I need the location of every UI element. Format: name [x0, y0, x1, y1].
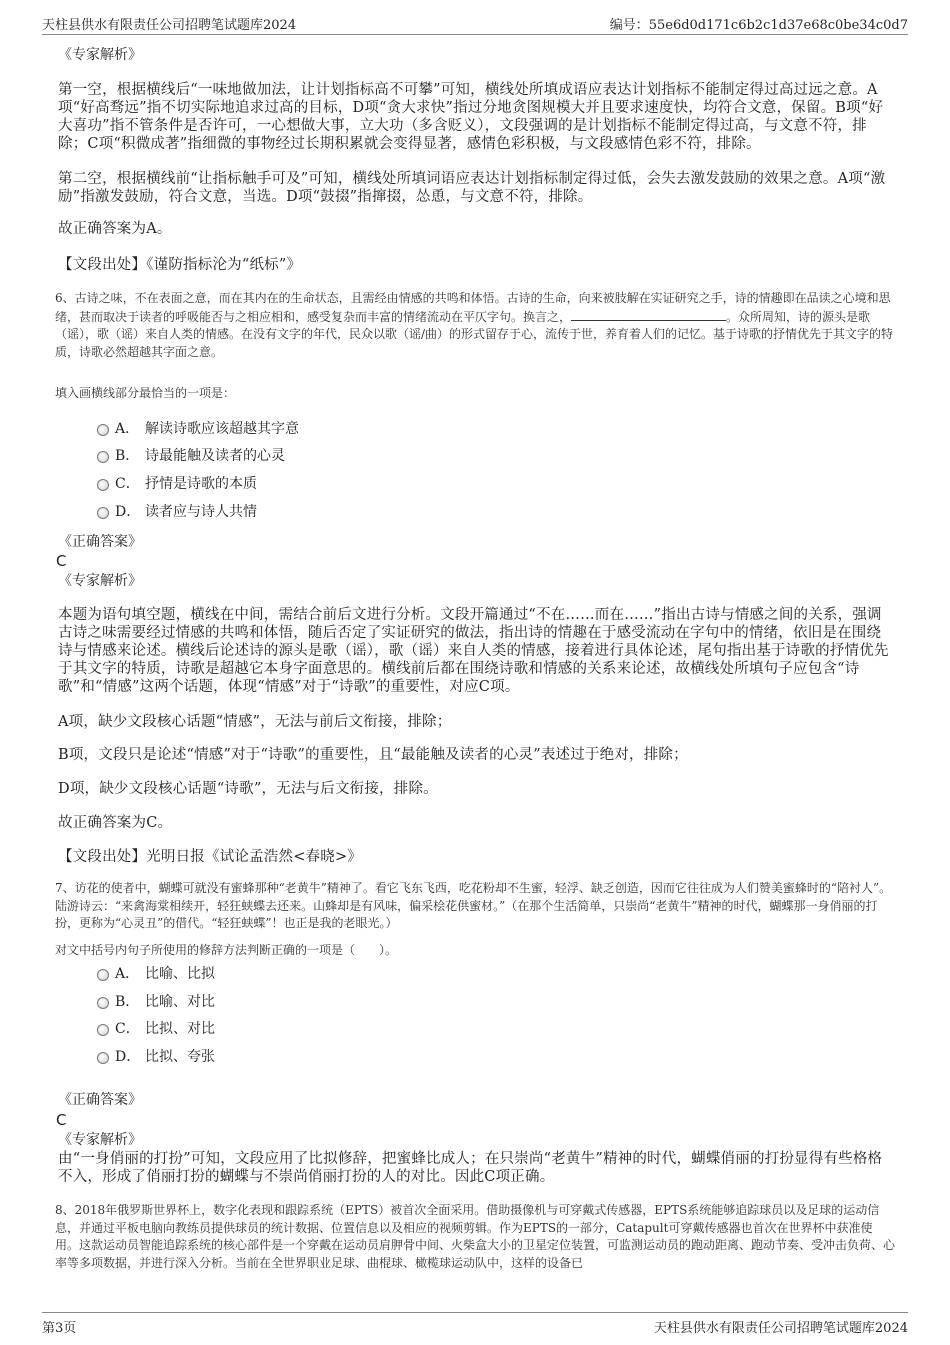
q7-option-b[interactable]: B． 比喻、对比: [97, 993, 215, 1011]
q7-analysis-label: 《专家解析》: [58, 1132, 142, 1148]
q6-option-c[interactable]: C． 抒情是诗歌的本质: [97, 475, 257, 493]
q6-answer: C: [56, 552, 67, 570]
q7-option-a[interactable]: A． 比喻、比拟: [97, 965, 215, 983]
q6-stem: [55, 290, 895, 361]
q5-conclusion: 故正确答案为A。: [58, 221, 172, 237]
radio-icon[interactable]: [97, 1052, 109, 1064]
footer-title: 天柱县供水有限责任公司招聘笔试题库2024: [653, 1321, 908, 1336]
q6-option-b[interactable]: B． 诗最能触及读者的心灵: [97, 447, 285, 465]
page-header: [42, 12, 908, 35]
q6-analysis-d: D项，缺少文段核心话题“诗歌”，无法与后文衔接，排除。: [58, 781, 438, 797]
page-footer: [42, 1312, 908, 1335]
radio-icon[interactable]: [97, 969, 109, 981]
radio-icon[interactable]: [97, 1024, 109, 1036]
q6-analysis-a: A项，缺少文段核心话题“情感”，无法与前后文衔接，排除；: [58, 714, 452, 730]
q7-analysis: 由“一身俏丽的打扮”可知，文段应用了比拟修辞，把蜜蜂比成人；在只崇尚“老黄牛”精神的时代，蝴蝶俏丽的打扮显得有些格格不入，形成了俏丽打扮的蝴蝶与不崇尚俏丽打扮的人的对比。因此C项正确。: [58, 1151, 883, 1185]
q6-conclusion: 故正确答案为C。: [58, 815, 173, 831]
q6-option-d[interactable]: D． 读者应与诗人共情: [97, 503, 257, 521]
q5-source: 【文段出处】《谨防指标沦为“纸标”》: [58, 257, 302, 273]
q7-option-c[interactable]: C． 比拟、对比: [97, 1020, 215, 1038]
q6-source: 【文段出处】光明日报《试论孟浩然<春晓>》: [58, 849, 362, 865]
q7-option-d[interactable]: D． 比拟、夸张: [97, 1048, 215, 1066]
q6-answer-label: 《正确答案》: [58, 534, 142, 550]
radio-icon[interactable]: [97, 424, 109, 436]
q6-analysis-para1: 本题为语句填空题，横线在中间，需结合前后文进行分析。文段开篇通过“不在……而在……”指出古诗与情感之间的关系，强调古诗之味需要经过情感的共鸣和体悟，随后否定了实证研究的做法，指出诗的情趣在于感受流动在字句中的情绪，依旧是在围绕诗与情感来论述。横线后论述诗的源头是歌（谣），歌（谣）来自人类的情感，接着进行具体论述，尾句指出基于诗歌的抒情优先于其文字的特质，诗歌是超越它本身字面意思的。横线前后都在围绕诗歌和情感的关系来论述，故横线处所填句子应包含“诗歌”和“情感”这两个话题，体现“情感”对于“诗歌”的重要性，对应C项。: [58, 607, 889, 695]
radio-icon[interactable]: [97, 479, 109, 491]
q6-stem-after: 。众所周知，诗的源头是歌（谣），歌（谣）来自人类的情感。在没有文字的年代，民众以歌（谣/曲）的形式留存于心，流传于世，养育着人们的记忆。基于诗歌的抒情优先于其文字的特质，诗歌必然超越其字面之意。: [55, 309, 894, 359]
answer-blank-line: [571, 308, 726, 321]
q6-stem-before: 6、古诗之味，不在表面之意，而在其内在的生命状态，且需经由情感的共鸣和体悟。古诗的生命，向来被肢解在实证研究之手，诗的情趣即在品读之心境和思绪，甚而取决于读者的呼吸能否与之相应相和，感受复杂而丰富的情绪流动在平仄字句。换言之，: [55, 291, 891, 324]
q6-prompt: 填入画横线部分最恰当的一项是：: [55, 386, 236, 400]
q6-analysis-b: B项，文段只是论述“情感”对于“诗歌”的重要性，且“最能触及读者的心灵”表述过于绝对，排除；: [58, 747, 688, 763]
q6-analysis-label: 《专家解析》: [58, 573, 142, 589]
q5-analysis-para1: 第一空，根据横线后“一味地做加法，让计划指标高不可攀”可知，横线处所填成语应表达计划指标不能制定得过高过远之意。A项“好高骛远”指不切实际地追求过高的目标，D项“贪大求快”指过分地贪图规模大并且要求速度快，均符合文意，保留。B项“好大喜功”指不管条件是否许可，一心想做大事，立大功（多含贬义），文段强调的是计划指标不能制定得过高，与文意不符，排除；C项“积微成著”指细微的事物经过长期积累就会变得显著，感情色彩积极，与文段感情色彩不符，排除。: [58, 82, 884, 152]
q8-stem: 8、2018年俄罗斯世界杯上，数字化表现和跟踪系统（EPTS）被首次全面采用。借助摄像机与可穿戴式传感器，EPTS系统能够追踪球员以及足球的运动信息，并通过平板电脑向教练员提供球员的统计数据、位置信息以及相应的视频剪辑。作为EPTS的一部分，Catapult可穿戴传感器也首次在世界杯中获准使用。这款运动员智能追踪系统的核心部件是一个穿戴在运动员肩胛骨中间、火柴盒大小的卫星定位装置，可监测运动员的跑动距离、跑动节奏、受冲击负荷、心率等多项数据，并进行深入分析。当前在全世界职业足球、曲棍球、橄榄球运动队中，这样的设备已: [55, 1203, 896, 1270]
radio-icon[interactable]: [97, 997, 109, 1009]
page-number: 第3页: [42, 1321, 77, 1336]
q7-answer-label: 《正确答案》: [58, 1092, 142, 1108]
q5-analysis-para2: 第二空，根据横线前“让指标触手可及”可知，横线处所填词语应表达计划指标制定得过低，会失去激发鼓励的效果之意。A项“激励”指激发鼓励，符合文意，当选。D项“鼓掇”指撺掇，怂恿，与文意不符，排除。: [58, 171, 886, 205]
radio-icon[interactable]: [97, 507, 109, 519]
q7-answer: C: [56, 1111, 67, 1129]
q5-analysis-label: 《专家解析》: [58, 47, 142, 63]
q7-stem: 7、访花的使者中，蝴蝶可就没有蜜蜂那种“老黄牛”精神了。看它飞东飞西，吃花粉却不生蜜，轻浮、缺乏创造，因而它往往成为人们赞美蜜蜂时的“陪衬人”。陆游诗云：“来禽海棠相续开，轻狂蛱蝶去还来。山蜂却是有风味，偏采桧花供蜜材。”（在那个生活简单，只崇尚“老黄牛”精神的时代，蝴蝶那一身俏丽的打扮，更称为“心灵丑”的借代。“轻狂蛱蝶”！也正是我的老眼光。）: [55, 881, 892, 930]
q7-prompt: 对文中括号内句子所使用的修辞方法判断正确的一项是（ ）。: [55, 943, 398, 957]
header-serial-number: 编号：55e6d0d171c6b2c1d37e68c0be34c0d7: [609, 18, 908, 33]
radio-icon[interactable]: [97, 451, 109, 463]
header-title: 天柱县供水有限责任公司招聘笔试题库2024: [42, 18, 297, 33]
q6-option-a[interactable]: A． 解读诗歌应该超越其字意: [97, 420, 299, 438]
